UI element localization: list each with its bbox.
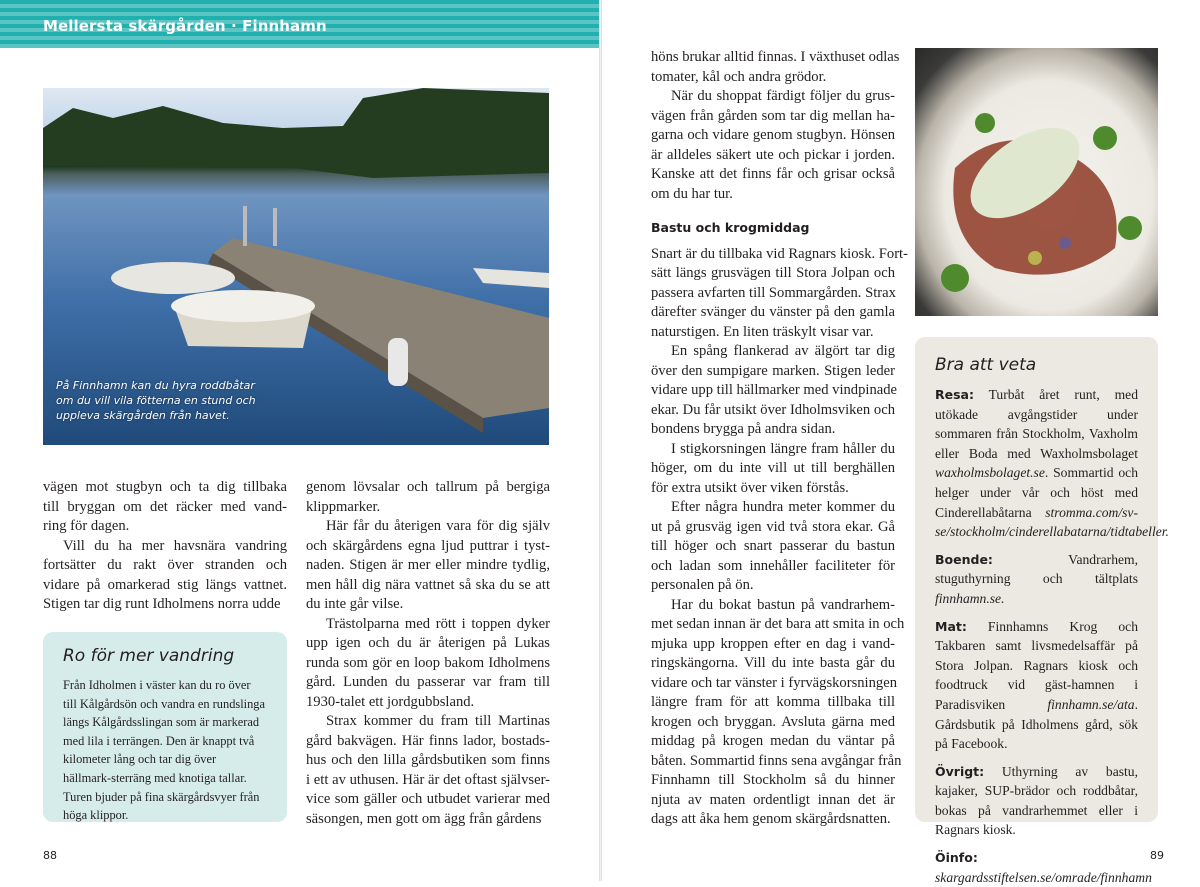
text-line: krogen och bryggan. Avsluta gärna med (651, 713, 895, 730)
text-line: Vill du ha mer havsnära vandring (63, 537, 287, 554)
text-line: Efter några hundra meter kommer du (671, 499, 895, 515)
text-line: höns brukar alltid finnas. I växthuset odlas (651, 49, 900, 65)
text-line: vidare upp till hällmarker med vindpinade (651, 382, 897, 398)
text-line: I stigkorsningen längre fram håller du (671, 440, 895, 457)
caption-line: På Finnhamn kan du hyra roddbåtar (56, 379, 255, 392)
text-line: därefter svänger du vänster på den gamla (651, 304, 895, 320)
info-item (935, 617, 1138, 754)
chapter-title: Mellersta skärgården · Finnhamn (43, 17, 327, 35)
text-line: till höger och snart passerar du bastun (651, 538, 895, 554)
text-line: klippmarker. (306, 498, 381, 515)
info-link: finnhamn.se. (935, 590, 1005, 606)
body-column-1 (43, 478, 287, 615)
box-title: Bra att veta (935, 355, 1037, 375)
info-item (935, 762, 1138, 840)
text-line: vägen mot stugbyn och ta dig tillbaka (43, 479, 287, 495)
food-dish-photo (915, 48, 1158, 316)
info-label: Resa: (935, 387, 974, 402)
text-line: När du shoppat färdigt följer du grus- (671, 88, 895, 104)
body-column-3 (651, 48, 908, 830)
text-line: upp igen och du är återigen på Lukas (306, 635, 550, 651)
text-line: om du har tur. (651, 185, 733, 202)
box-title: Ro för mer vandring (63, 646, 235, 666)
info-link: stromma.com/sv-se/stockholm/cinderellabatarna/tidtabeller. (935, 504, 1169, 540)
text-line: ut på grusväg igen vid två stora ekar. Gå (651, 518, 895, 535)
left-page (0, 0, 599, 881)
info-link: waxholmsbolaget.se (935, 465, 1045, 481)
text-line: Här får du återigen vara för dig själv (326, 518, 550, 534)
text-line: passera avfarten till Sommargården. Strax (651, 284, 896, 301)
text-line: ekar. Du får utsikt över Idholmsviken och (651, 401, 895, 418)
text-line: ringskängorna. Vill du inte basta går du (651, 655, 895, 671)
info-label: Öinfo: (935, 850, 978, 866)
text-line: fortsätter du rakt över stranden och (43, 557, 287, 573)
text-line: hus och den lilla gårdsbutiken som finns (306, 752, 550, 768)
rowing-tip-box (43, 632, 287, 822)
text-line: säsongen, men gott om ägg från gårdens (306, 810, 542, 827)
dish-drawing (915, 48, 1158, 316)
info-text: . Sommartid och helger under vår och höst med Cinderellabåtarna (935, 465, 1138, 520)
box-text: Från Idholmen i väster kan du ro över till Kålgårdsön och vandra en rundslinga längs Kålgårdsslingan som är markerad med lila i terrängen. Den är knappt två kilometer lång och tar dig över hällmark-sterräng med knotiga tallar. Turen bjuder på fina skärgårdsvyer från höga klippor. (63, 678, 265, 823)
text-line: gård bakvägen. Här finns lador, bostads- (306, 732, 550, 749)
section-heading: Bastu och krogmiddag (651, 220, 810, 235)
text-line: naturstigen. En liten träskylt visar var. (651, 323, 874, 340)
text-line: är alldeles säkert ute och pickar i jorden. (651, 146, 895, 163)
caption-line: uppleva skärgården från havet. (56, 409, 230, 422)
text-line: båten. Sommartid finns sena avgångar från (651, 752, 902, 769)
text-line: för extra utsikt över viken förstås. (651, 479, 849, 496)
info-label: Mat: (935, 618, 967, 634)
info-text: Finnhamns Krog och Takbaren samt livsmedelsaffär på Stora Jolpan. Ragnars kiosk och foodtruck vid gäst-hamnen i Paradisviken (935, 618, 1138, 712)
info-item (935, 848, 1152, 887)
info-item (935, 385, 1169, 542)
info-text: Turbåt året runt, med utökade avgångstider under sommaren från Stockholm, Vaxholm eller Boda med Waxholmsbolaget (935, 387, 1138, 461)
text-line: sätt längs grusvägen till Stora Jolpan och (651, 265, 895, 281)
text-line: Stigen tar dig runt Idholmens norra udde (43, 596, 281, 612)
info-label: Övrigt: (935, 763, 985, 779)
text-line: och skärgårdens egna ljud puttrar i tyst- (306, 537, 550, 554)
text-line: tomater, kål och andra grödor. (651, 68, 827, 85)
info-link: finnhamn.se/ata (1047, 696, 1135, 712)
text-line: Finnhamn till Stockholm så du hinner (651, 772, 895, 788)
body-column-2 (306, 478, 550, 829)
text-line: En spång flankerad av älgört tar dig (671, 343, 895, 359)
info-label: Boende: (935, 551, 993, 567)
text-line: höger, om du inte vill ut till berghällen (651, 460, 895, 476)
text-line: gård. Lunden du passerar var fram till (306, 674, 550, 690)
text-line: Trästolparna med rött i toppen dyker (326, 615, 550, 632)
info-text: Uthyrning av bastu, kajaker, SUP-brädor och roddbåtar, bokas på vandrarhemmet eller i Ragnars kiosk. (935, 763, 1138, 838)
text-line: Kanske att det finns får och grisar också (651, 166, 895, 182)
text-line: Har du bokat bastun på vandrarhem- (671, 596, 895, 613)
text-line: längre fram för att komma tillbaka till (651, 694, 895, 710)
text-line: Strax kommer du fram till Martinas (326, 713, 550, 729)
archipelago-dock-photo (43, 88, 549, 445)
text-line: genom lövsalar och tallrum på bergiga (306, 479, 550, 495)
info-item (935, 550, 1138, 609)
text-line: naden. Stigen är mer eller mindre tydlig, (306, 557, 550, 573)
text-line: i ett av uthusen. Här är det oftast självser- (306, 771, 550, 788)
info-text: Vandrarhem, stuguthyrning och tältplats (935, 551, 1138, 587)
text-line: met sedan innan är det bara att smita in och (651, 616, 905, 632)
text-line: vidare och tar vänster i fyrvägskorsningen (651, 674, 897, 691)
text-line: njuta av maten ordentligt innan det är (651, 791, 895, 808)
chapter-header-band (0, 0, 599, 48)
text-line: och ladan som innehåller faciliteter för (651, 557, 895, 574)
text-line: vägen från gården som tar dig mellan ha- (651, 107, 895, 124)
text-line: vidare på omarkerad stig längs vattnet. (43, 576, 287, 593)
text-line: middag på krogen medan du väntar på (651, 733, 895, 749)
text-line: vice som gäller och utbudet varierar med (306, 791, 550, 807)
text-line: till bryggan om det räcker med vand- (43, 498, 287, 515)
text-line: personalen på ön. (651, 577, 754, 593)
info-link: skargardsstiftelsen.se/omrade/finnhamn (935, 869, 1152, 885)
info-text: . Gårdsbutik på Idholmens gård, sök på Facebook. (935, 696, 1138, 752)
photo-caption (56, 378, 256, 423)
text-line: 1930-talet ett jordgubbsland. (306, 693, 475, 710)
text-line: garna och vidare genom stugbyn. Hönsen (651, 127, 895, 143)
page-number-right: 89 (1150, 849, 1164, 862)
page-number-left: 88 (43, 849, 57, 862)
text-line: över den sumpigare marken. Stigen leder (651, 362, 895, 379)
caption-line: om du vill vila fötterna en stund och (56, 394, 256, 407)
text-line: runda som gör en loop bakom Idholmens (306, 654, 550, 671)
text-line: bondens brygga på andra sidan. (651, 421, 836, 437)
text-line: dags att åka hem genom skärgårdsnatten. (651, 811, 891, 827)
text-line: Snart är du tillbaka vid Ragnars kiosk. Fort- (651, 245, 908, 262)
text-line: du inte går vilse. (306, 596, 404, 612)
text-line: ring för dagen. (43, 518, 130, 534)
text-line: mjuka upp kroppen efter en dag i vand- (651, 635, 895, 652)
text-line: men håll dig nära vattnet så ska du se att (306, 576, 550, 593)
